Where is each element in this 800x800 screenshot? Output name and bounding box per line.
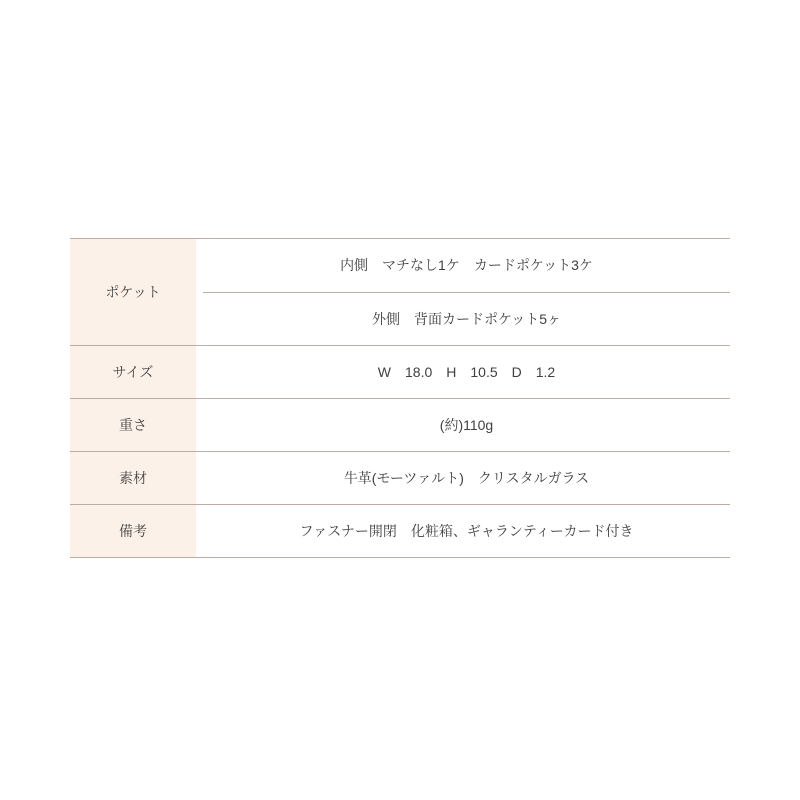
pocket-outer-value: 外側 背面カードポケット5ヶ xyxy=(371,310,562,327)
row-label-weight: 重さ xyxy=(70,399,196,451)
row-label-pocket: ポケット xyxy=(70,239,196,345)
pocket-value-stack xyxy=(203,239,730,345)
row-label-material: 素材 xyxy=(70,452,196,504)
notes-value: ファスナー開閉 化粧箱、ギャランティーカード付き xyxy=(299,523,634,539)
column-gap xyxy=(196,346,203,398)
spec-row-pocket xyxy=(70,239,730,346)
size-value: W 18.0 H 10.5 D 1.2 xyxy=(377,364,556,380)
column-gap xyxy=(196,239,203,345)
spec-row-material xyxy=(70,452,730,505)
row-label-size: サイズ xyxy=(70,346,196,398)
weight-value: (約)110g xyxy=(439,417,494,433)
column-gap xyxy=(196,505,203,557)
spec-row-size xyxy=(70,346,730,399)
spec-row-weight xyxy=(70,399,730,452)
column-gap xyxy=(196,399,203,451)
spec-row-notes xyxy=(70,505,730,558)
product-spec-table xyxy=(70,238,730,558)
pocket-inner-value: 内側 マチなし1ケ カードポケット3ケ xyxy=(203,239,730,293)
column-gap xyxy=(196,452,203,504)
row-label-notes: 備考 xyxy=(70,505,196,557)
material-value: 牛革(モーツァルト) クリスタルガラス xyxy=(343,470,590,486)
